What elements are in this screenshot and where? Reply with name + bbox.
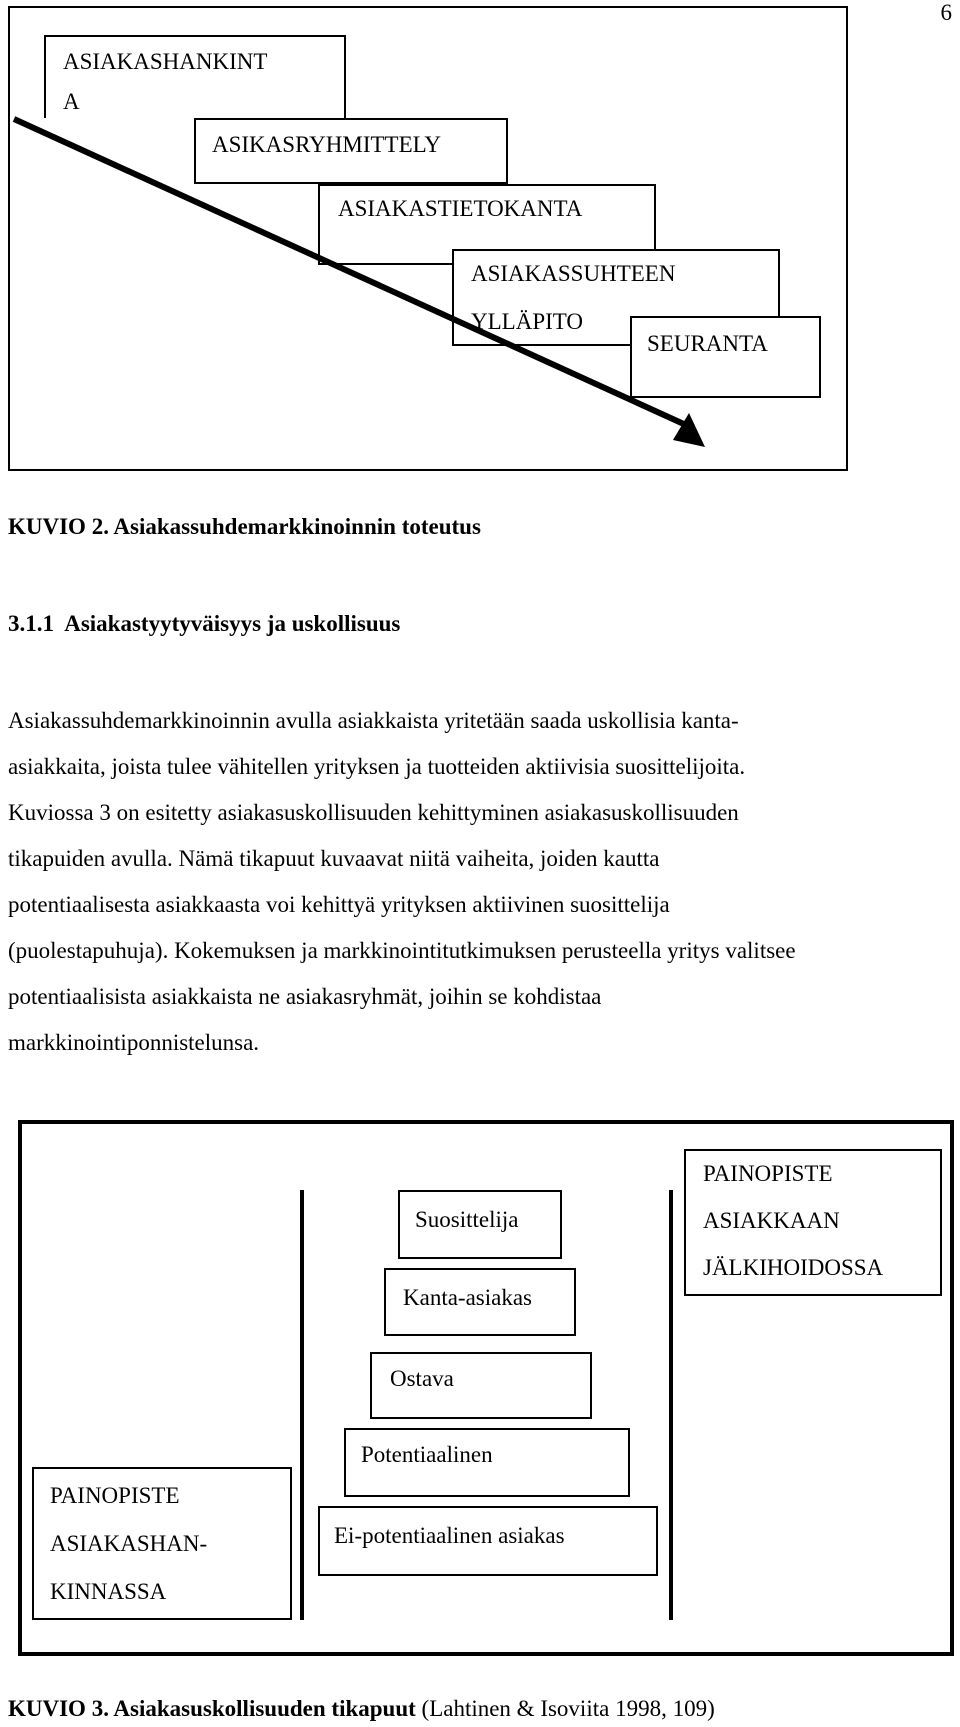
section-paragraph (8, 698, 956, 1066)
figure3-caption (8, 1696, 715, 1722)
paragraph-line: asiakkaita, joista tulee vähitellen yrityksen ja tuotteiden aktiivisia suosittelijoita. (8, 754, 746, 779)
ladder-buyer (370, 1352, 592, 1419)
paragraph-line: markkinointiponnistelunsa. (8, 1030, 260, 1055)
focus-aftercare-line-3: JÄLKIHOIDOSSA (703, 1255, 884, 1280)
ladder-regular-customer-label: Kanta-asiakas (403, 1285, 532, 1310)
paragraph-line: tikapuiden avulla. Nämä tikapuut kuvaavat niitä vaiheita, joiden kautta (8, 846, 660, 871)
focus-acquisition-line-1: PAINOPISTE (50, 1483, 180, 1508)
step-follow-up-label: SEURANTA (647, 331, 768, 356)
paragraph-line: Kuviossa 3 on esitetty asiakasuskollisuuden kehittyminen asiakasuskollisuuden (8, 800, 739, 825)
step-customer-database-label: ASIAKASTIETOKANTA (338, 196, 583, 221)
step-customer-acquisition-label-1: ASIAKASHANKINT (63, 49, 268, 74)
ladder-potential (344, 1428, 630, 1497)
focus-aftercare-line-1: PAINOPISTE (703, 1161, 833, 1186)
paragraph-line: potentiaalisesta asiakkaasta voi kehittyä yrityksen aktiivinen suosittelija (8, 892, 670, 917)
ladder-recommender-label: Suosittelija (415, 1207, 519, 1232)
focus-acquisition-box (32, 1467, 292, 1620)
focus-acquisition-line-2: ASIAKASHAN- (50, 1531, 208, 1556)
step-relationship-maintenance-label-2: YLLÄPITO (471, 309, 584, 334)
left-rail (300, 1190, 304, 1620)
focus-acquisition-line-3: KINNASSA (50, 1579, 167, 1604)
paragraph-line: (puolestapuhuja). Kokemuksen ja markkinointitutkimuksen perusteella yritys valitsee (8, 938, 796, 963)
step-relationship-maintenance-label-1: ASIAKASSUHTEEN (471, 261, 676, 286)
right-rail (669, 1190, 673, 1620)
figure2-caption: KUVIO 2. Asiakassuhdemarkkinoinnin toteutus (8, 514, 481, 539)
step-customer-grouping-label: ASIKASRYHMITTELY (212, 132, 441, 157)
ladder-regular-customer (384, 1268, 576, 1336)
ladder-non-potential-label: Ei-potentiaalinen asiakas (334, 1523, 565, 1548)
step-customer-acquisition-label-2: A (63, 89, 80, 114)
focus-aftercare-line-2: ASIAKKAAN (703, 1208, 840, 1233)
ladder-buyer-label: Ostava (390, 1366, 454, 1391)
focus-aftercare-box (684, 1149, 942, 1296)
figure3-caption-title: KUVIO 3. Asiakasuskollisuuden tikapuut (8, 1696, 416, 1721)
figure3-caption-source: (Lahtinen & Isoviita 1998, 109) (415, 1696, 715, 1721)
ladder-recommender (398, 1190, 562, 1259)
ladder-potential-label: Potentiaalinen (361, 1442, 493, 1467)
paragraph-line: potentiaalisista asiakkaista ne asiakasryhmät, joihin se kohdistaa (8, 984, 602, 1009)
paragraph-line: Asiakassuhdemarkkinoinnin avulla asiakkaista yritetään saada uskollisia kanta- (8, 708, 739, 733)
page-number: 6 (940, 0, 952, 25)
section-heading: 3.1.1 Asiakastyytyväisyys ja uskollisuus (8, 611, 401, 636)
figure2-arrow (0, 0, 960, 480)
ladder-non-potential (318, 1506, 658, 1576)
